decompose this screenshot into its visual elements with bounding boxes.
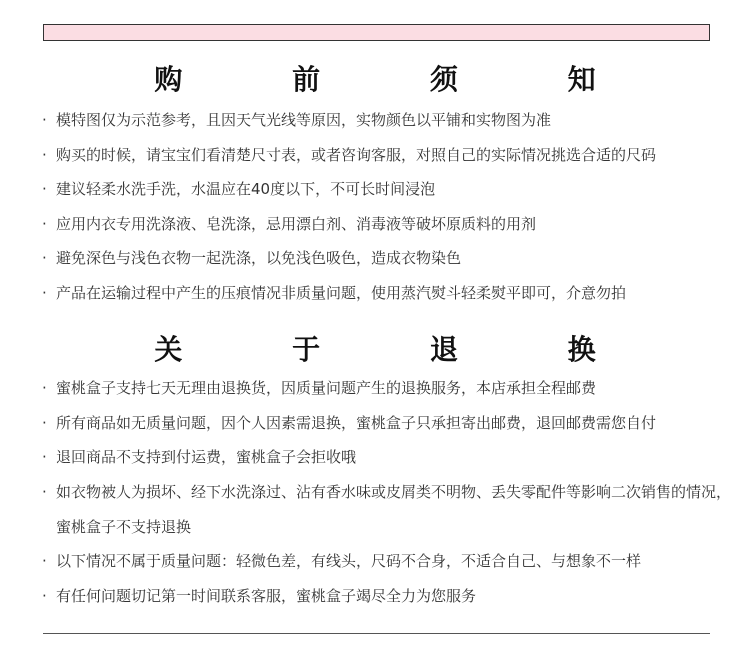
list-item xyxy=(42,585,732,608)
list-item-text: 建议轻柔水洗手洗，水温应在40度以下，不可长时间浸泡 xyxy=(56,180,436,198)
bullet: · xyxy=(42,214,47,233)
list-item xyxy=(42,282,732,305)
section-title-return-policy: 关 于 退 换 xyxy=(154,333,646,366)
bullet: · xyxy=(42,413,47,432)
list-item-text: 如衣物被人为损坏、经下水洗涤过、沾有香水味或皮屑类不明物、丢失零配件等影响二次销售的情况，蜜桃盒子不支持退换 xyxy=(56,483,732,536)
bullet: · xyxy=(42,283,47,302)
list-item-text: 蜜桃盒子支持七天无理由退换货，因质量问题产生的退换服务，本店承担全程邮费 xyxy=(56,379,597,397)
list-item xyxy=(42,178,732,201)
list-item-text: 产品在运输过程中产生的压痕情况非质量问题，使用蒸汽熨斗轻柔熨平即可，介意勿拍 xyxy=(56,283,627,302)
list-item-text: 避免深色与浅色衣物一起洗涤，以免浅色吸色，造成衣物染色 xyxy=(56,249,462,267)
list-item-text: 退回商品不支持到付运费，蜜桃盒子会拒收哦 xyxy=(56,448,357,466)
return-policy-list xyxy=(42,377,732,619)
bottom-divider xyxy=(43,633,710,634)
section-title-purchase-notice: 购 前 须 知 xyxy=(154,63,646,96)
list-item xyxy=(42,109,732,132)
list-item xyxy=(42,144,732,167)
list-item xyxy=(42,446,732,469)
bullet: · xyxy=(42,145,47,164)
list-item-text: 有任何问题切记第一时间联系客服，蜜桃盒子竭尽全力为您服务 xyxy=(56,586,477,605)
bullet: · xyxy=(42,448,47,466)
list-item-text: 以下情况不属于质量问题：轻微色差，有线头，尺码不合身，不适合自己、与想象不一样 xyxy=(56,552,642,570)
list-item xyxy=(42,475,732,544)
bullet: · xyxy=(42,586,47,605)
list-item xyxy=(42,247,732,270)
list-item xyxy=(42,213,732,236)
list-item xyxy=(42,412,732,435)
bullet: · xyxy=(42,180,47,198)
list-item-text: 所有商品如无质量问题，因个人因素需退换，蜜桃盒子只承担寄出邮费，退回邮费需您自付 xyxy=(56,413,657,432)
bullet: · xyxy=(42,249,47,267)
list-item-text: 应用内衣专用洗涤液、皂洗涤，忌用漂白剂、消毒液等破坏原质料的用剂 xyxy=(56,214,537,233)
list-item xyxy=(42,377,732,400)
bullet: · xyxy=(42,552,47,570)
list-item xyxy=(42,550,732,573)
list-item-text: 模特图仅为示范参考，且因天气光线等原因，实物颜色以平铺和实物图为准 xyxy=(56,111,552,129)
list-item-text: 购买的时候，请宝宝们看清楚尺寸表，或者咨询客服，对照自己的实际情况挑选合适的尺码 xyxy=(56,145,657,164)
top-banner-bar xyxy=(43,24,710,41)
bullet: · xyxy=(42,111,47,129)
bullet: · xyxy=(42,379,47,397)
bullet: · xyxy=(42,483,47,501)
purchase-notice-list xyxy=(42,109,732,316)
